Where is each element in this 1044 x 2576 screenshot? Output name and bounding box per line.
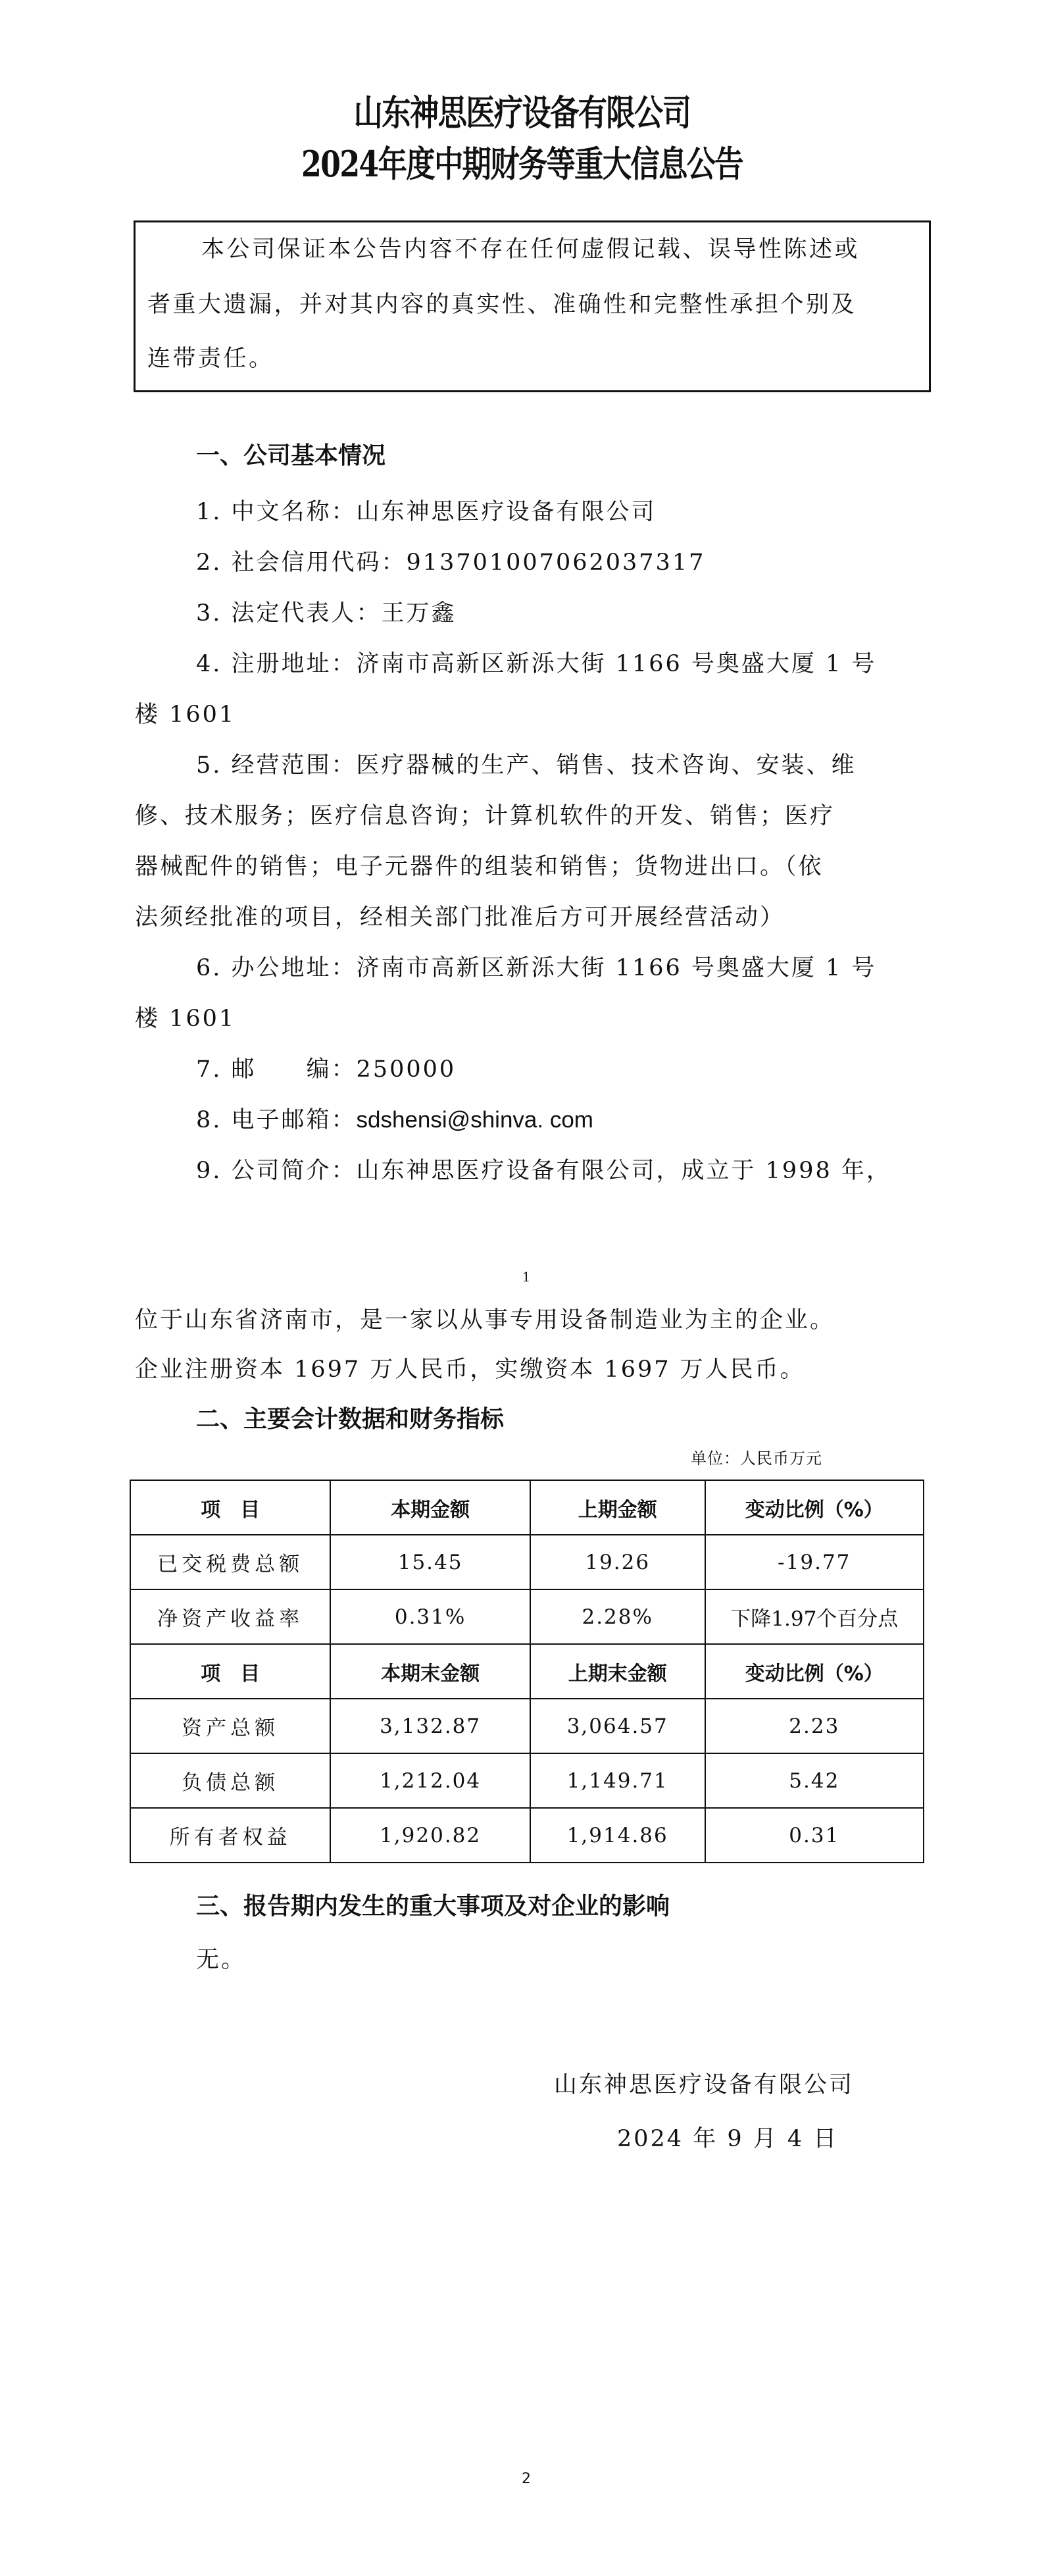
table-cell: 已交税费总额: [130, 1535, 330, 1589]
business-scope-cont: 器械配件的销售；电子元器件的组装和销售；货物进出口。（依: [135, 854, 824, 880]
section-heading-basic-info: 一、公司基本情况: [196, 442, 386, 469]
info-label: 8. 电子邮箱：: [196, 1107, 357, 1133]
section-heading-major-events: 三、报告期内发生的重大事项及对企业的影响: [196, 1893, 670, 1920]
info-label: 4. 注册地址：: [196, 651, 357, 677]
signature-date: 2024 年 9 月 4 日: [617, 2126, 839, 2152]
column-header: 项 目: [130, 1480, 330, 1535]
table-cell: 1,149.71: [530, 1753, 705, 1808]
table-cell: 1,920.82: [330, 1808, 530, 1863]
info-item-legal-rep: [196, 595, 457, 628]
info-item-email: [196, 1102, 593, 1135]
company-profile-cont: 企业注册资本 1697 万人民币，实缴资本 1697 万人民币。: [135, 1356, 805, 1383]
info-value: 济南市高新区新泺大街 1166 号奥盛大厦 1 号: [356, 955, 877, 981]
disclaimer-line: 连带责任。: [147, 346, 274, 372]
info-label: 1. 中文名称：: [196, 499, 357, 525]
page-number: 2: [522, 2471, 531, 2487]
disclaimer-line: 者重大遗漏，并对其内容的真实性、准确性和完整性承担个别及: [147, 292, 857, 318]
company-profile-cont: 位于山东省济南市，是一家以从事专用设备制造业为主的企业。: [135, 1307, 835, 1333]
info-item-postcode: [196, 1051, 456, 1084]
business-scope-cont: 修、技术服务；医疗信息咨询；计算机软件的开发、销售；医疗: [135, 803, 835, 829]
table-header-row: [130, 1480, 924, 1535]
page-number: 1: [522, 1269, 531, 1285]
column-header: 变动比例（%）: [705, 1480, 924, 1535]
table-cell: 3,132.87: [330, 1699, 530, 1753]
info-label: 7. 邮 编：: [196, 1056, 357, 1083]
info-item-credit-code: [196, 544, 705, 577]
info-value: 山东神思医疗设备有限公司: [356, 499, 657, 525]
info-value: 913701007062037317: [406, 550, 706, 576]
table-cell: 所有者权益: [130, 1808, 330, 1863]
table-cell: 0.31%: [330, 1589, 530, 1644]
table-cell: 3,064.57: [530, 1699, 705, 1753]
table-cell: 1,914.86: [530, 1808, 705, 1863]
table-row: [130, 1535, 924, 1589]
info-item-office-address: [196, 950, 876, 983]
column-header: 本期末金额: [330, 1644, 530, 1699]
column-header: 变动比例（%）: [705, 1644, 924, 1699]
info-value: 王万鑫: [381, 600, 457, 627]
financial-table: [130, 1480, 924, 1863]
info-label: 2. 社会信用代码：: [196, 550, 407, 576]
disclaimer-box: [134, 220, 931, 392]
column-header: 本期金额: [330, 1480, 530, 1535]
table-row: [130, 1808, 924, 1863]
section-heading-financial-data: 二、主要会计数据和财务指标: [196, 1406, 505, 1433]
info-item-company-profile: [196, 1152, 891, 1185]
info-item-business-scope: [196, 747, 857, 780]
table-header-row: [130, 1644, 924, 1699]
table-cell: 2.28%: [530, 1589, 705, 1644]
table-cell: 负债总额: [130, 1753, 330, 1808]
table-cell: -19.77: [705, 1535, 924, 1589]
document-title-line1: 山东神思医疗设备有限公司: [353, 91, 691, 134]
info-value: 医疗器械的生产、销售、技术咨询、安装、维: [356, 752, 857, 779]
email-link[interactable]: sdshensi@shinva. com: [356, 1107, 593, 1133]
column-header: 项 目: [130, 1644, 330, 1699]
table-cell: 资产总额: [130, 1699, 330, 1753]
signature-company: 山东神思医疗设备有限公司: [554, 2072, 855, 2098]
column-header: 上期金额: [530, 1480, 705, 1535]
table-cell: 15.45: [330, 1535, 530, 1589]
info-item-chinese-name: [196, 494, 657, 527]
info-value: 山东神思医疗设备有限公司，成立于 1998 年，: [356, 1158, 891, 1184]
table-cell: 0.31: [705, 1808, 924, 1863]
table-cell: 19.26: [530, 1535, 705, 1589]
document-title-line2: 2024年度中期财务等重大信息公告: [301, 143, 743, 185]
info-item-registered-address: [196, 646, 876, 679]
info-label: 6. 办公地址：: [196, 955, 357, 981]
major-events-body: 无。: [196, 1947, 247, 1973]
table-cell: 5.42: [705, 1753, 924, 1808]
info-value: 250000: [356, 1056, 457, 1083]
business-scope-cont: 法须经批准的项目，经相关部门批准后方可开展经营活动）: [135, 904, 785, 931]
info-label: 9. 公司简介：: [196, 1158, 357, 1184]
table-cell: 2.23: [705, 1699, 924, 1753]
table-cell: 净资产收益率: [130, 1589, 330, 1644]
disclaimer-line: 本公司保证本公告内容不存在任何虚假记载、误导性陈述或: [201, 236, 860, 263]
info-item-registered-address-cont: 楼 1601: [135, 702, 236, 728]
table-row: [130, 1753, 924, 1808]
info-value: 济南市高新区新泺大街 1166 号奥盛大厦 1 号: [356, 651, 877, 677]
info-item-office-address-cont: 楼 1601: [135, 1006, 236, 1032]
column-header: 上期末金额: [530, 1644, 705, 1699]
unit-label: 单位：人民币万元: [691, 1449, 822, 1468]
table-row: [130, 1699, 924, 1753]
info-label: 5. 经营范围：: [196, 752, 357, 779]
table-cell: 1,212.04: [330, 1753, 530, 1808]
table-row: [130, 1589, 924, 1644]
info-label: 3. 法定代表人：: [196, 600, 382, 627]
table-cell: 下降1.97个百分点: [705, 1589, 924, 1644]
